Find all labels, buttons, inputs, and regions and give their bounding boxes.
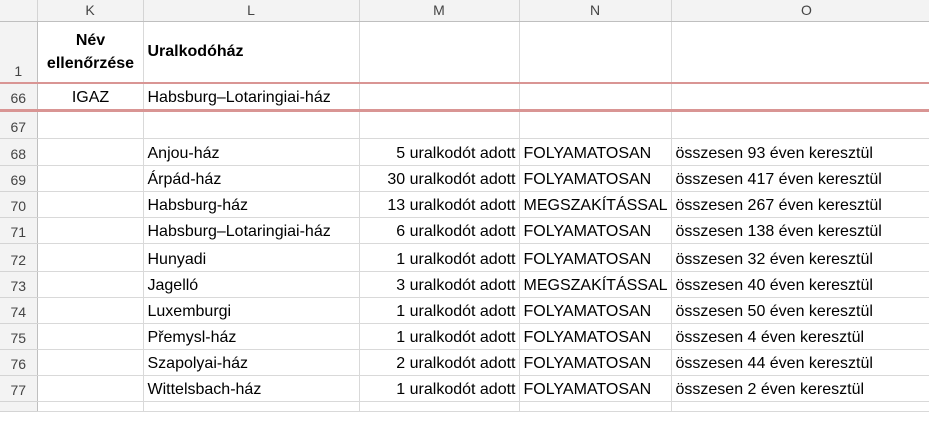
row-header[interactable]: 74 — [0, 297, 37, 323]
table-row — [0, 349, 929, 375]
cell-k-empty[interactable] — [37, 375, 143, 401]
row-header[interactable]: 66 — [0, 83, 37, 110]
cell-ruler-count[interactable]: 2 uralkodót adott — [359, 349, 519, 375]
cell-m1[interactable] — [359, 21, 519, 83]
cell-n67[interactable] — [519, 110, 671, 138]
cell-ruler-count[interactable]: 6 uralkodót adott — [359, 217, 519, 243]
cell-o66[interactable] — [671, 83, 929, 110]
cell-succession-mode[interactable]: MEGSZAKÍTÁSSAL — [519, 271, 671, 297]
row-header[interactable]: 73 — [0, 271, 37, 297]
partial-row — [0, 401, 929, 411]
cell-n1[interactable] — [519, 21, 671, 83]
cell-partial[interactable] — [519, 401, 671, 411]
cell-k-empty[interactable] — [37, 323, 143, 349]
cell-reign-duration[interactable]: összesen 93 éven keresztül — [671, 138, 929, 165]
cell-ruler-count[interactable]: 5 uralkodót adott — [359, 138, 519, 165]
cell-ruler-count[interactable]: 1 uralkodót adott — [359, 323, 519, 349]
table-row — [0, 243, 929, 271]
cell-succession-mode[interactable]: FOLYAMATOSAN — [519, 138, 671, 165]
row-header[interactable]: 76 — [0, 349, 37, 375]
cell-k-empty[interactable] — [37, 165, 143, 191]
cell-house-name[interactable]: Hunyadi — [143, 243, 359, 271]
cell-ruler-count[interactable]: 13 uralkodót adott — [359, 191, 519, 217]
table-row — [0, 191, 929, 217]
column-header-k[interactable]: K — [37, 0, 143, 21]
table-row — [0, 138, 929, 165]
cell-reign-duration[interactable]: összesen 138 éven keresztül — [671, 217, 929, 243]
empty-row — [0, 110, 929, 138]
column-header-o[interactable]: O — [671, 0, 929, 21]
column-header-l[interactable]: L — [143, 0, 359, 21]
cell-house-name[interactable]: Wittelsbach-ház — [143, 375, 359, 401]
cell-ruler-count[interactable]: 3 uralkodót adott — [359, 271, 519, 297]
column-header-row — [0, 0, 929, 21]
cell-succession-mode[interactable]: FOLYAMATOSAN — [519, 297, 671, 323]
cell-m67[interactable] — [359, 110, 519, 138]
cell-k-empty[interactable] — [37, 349, 143, 375]
table-row — [0, 271, 929, 297]
cell-partial[interactable] — [143, 401, 359, 411]
row-header[interactable]: 72 — [0, 243, 37, 271]
cell-reign-duration[interactable]: összesen 50 éven keresztül — [671, 297, 929, 323]
cell-k-empty[interactable] — [37, 297, 143, 323]
cell-o67[interactable] — [671, 110, 929, 138]
cell-k66-check-result[interactable]: IGAZ — [37, 83, 143, 110]
cell-succession-mode[interactable]: MEGSZAKÍTÁSSAL — [519, 191, 671, 217]
cell-k-empty[interactable] — [37, 138, 143, 165]
cell-succession-mode[interactable]: FOLYAMATOSAN — [519, 217, 671, 243]
cell-reign-duration[interactable]: összesen 40 éven keresztül — [671, 271, 929, 297]
cell-ruler-count[interactable]: 30 uralkodót adott — [359, 165, 519, 191]
cell-house-name[interactable]: Luxemburgi — [143, 297, 359, 323]
cell-house-name[interactable]: Jagelló — [143, 271, 359, 297]
cell-house-name[interactable]: Přemysl-ház — [143, 323, 359, 349]
cell-house-name[interactable]: Anjou-ház — [143, 138, 359, 165]
cell-reign-duration[interactable]: összesen 267 éven keresztül — [671, 191, 929, 217]
table-row — [0, 165, 929, 191]
cell-house-name[interactable]: Árpád-ház — [143, 165, 359, 191]
row-header[interactable]: 70 — [0, 191, 37, 217]
cell-partial[interactable] — [37, 401, 143, 411]
cell-succession-mode[interactable]: FOLYAMATOSAN — [519, 165, 671, 191]
cell-n66[interactable] — [519, 83, 671, 110]
row-header[interactable]: 75 — [0, 323, 37, 349]
cell-k67[interactable] — [37, 110, 143, 138]
cell-house-name[interactable]: Habsburg-ház — [143, 191, 359, 217]
cell-m66[interactable] — [359, 83, 519, 110]
cell-reign-duration[interactable]: összesen 417 éven keresztül — [671, 165, 929, 191]
cell-k1-name-check-heading[interactable]: Név ellenőrzése — [37, 21, 143, 83]
cell-house-name[interactable]: Habsburg–Lotaringiai-ház — [143, 217, 359, 243]
table-row — [0, 297, 929, 323]
select-all-corner[interactable] — [0, 0, 37, 21]
row-header[interactable]: 1 — [0, 21, 37, 83]
row-header[interactable]: 68 — [0, 138, 37, 165]
table-row — [0, 323, 929, 349]
cell-ruler-count[interactable]: 1 uralkodót adott — [359, 297, 519, 323]
cell-k-empty[interactable] — [37, 271, 143, 297]
cell-partial[interactable] — [359, 401, 519, 411]
cell-ruler-count[interactable]: 1 uralkodót adott — [359, 375, 519, 401]
cell-succession-mode[interactable]: FOLYAMATOSAN — [519, 323, 671, 349]
cell-ruler-count[interactable]: 1 uralkodót adott — [359, 243, 519, 271]
cell-k-empty[interactable] — [37, 243, 143, 271]
column-header-m[interactable]: M — [359, 0, 519, 21]
cell-k-empty[interactable] — [37, 217, 143, 243]
cell-partial[interactable] — [671, 401, 929, 411]
cell-reign-duration[interactable]: összesen 32 éven keresztül — [671, 243, 929, 271]
cell-reign-duration[interactable]: összesen 44 éven keresztül — [671, 349, 929, 375]
check-row — [0, 83, 929, 110]
table-row — [0, 375, 929, 401]
row-header[interactable]: 71 — [0, 217, 37, 243]
cell-o1[interactable] — [671, 21, 929, 83]
cell-succession-mode[interactable]: FOLYAMATOSAN — [519, 243, 671, 271]
cell-succession-mode[interactable]: FOLYAMATOSAN — [519, 375, 671, 401]
cell-l67[interactable] — [143, 110, 359, 138]
row-header[interactable]: 69 — [0, 165, 37, 191]
cell-reign-duration[interactable]: összesen 2 éven keresztül — [671, 375, 929, 401]
cell-l66-house[interactable]: Habsburg–Lotaringiai-ház — [143, 83, 359, 110]
row-header[interactable]: 67 — [0, 110, 37, 138]
cell-reign-duration[interactable]: összesen 4 éven keresztül — [671, 323, 929, 349]
cell-l1-house-heading[interactable]: Uralkodóház — [143, 21, 359, 83]
row-header[interactable]: 77 — [0, 375, 37, 401]
header-row — [0, 21, 929, 83]
cell-house-name[interactable]: Szapolyai-ház — [143, 349, 359, 375]
column-header-n[interactable]: N — [519, 0, 671, 21]
table-row — [0, 217, 929, 243]
row-header[interactable] — [0, 401, 37, 411]
cell-k-empty[interactable] — [37, 191, 143, 217]
cell-succession-mode[interactable]: FOLYAMATOSAN — [519, 349, 671, 375]
